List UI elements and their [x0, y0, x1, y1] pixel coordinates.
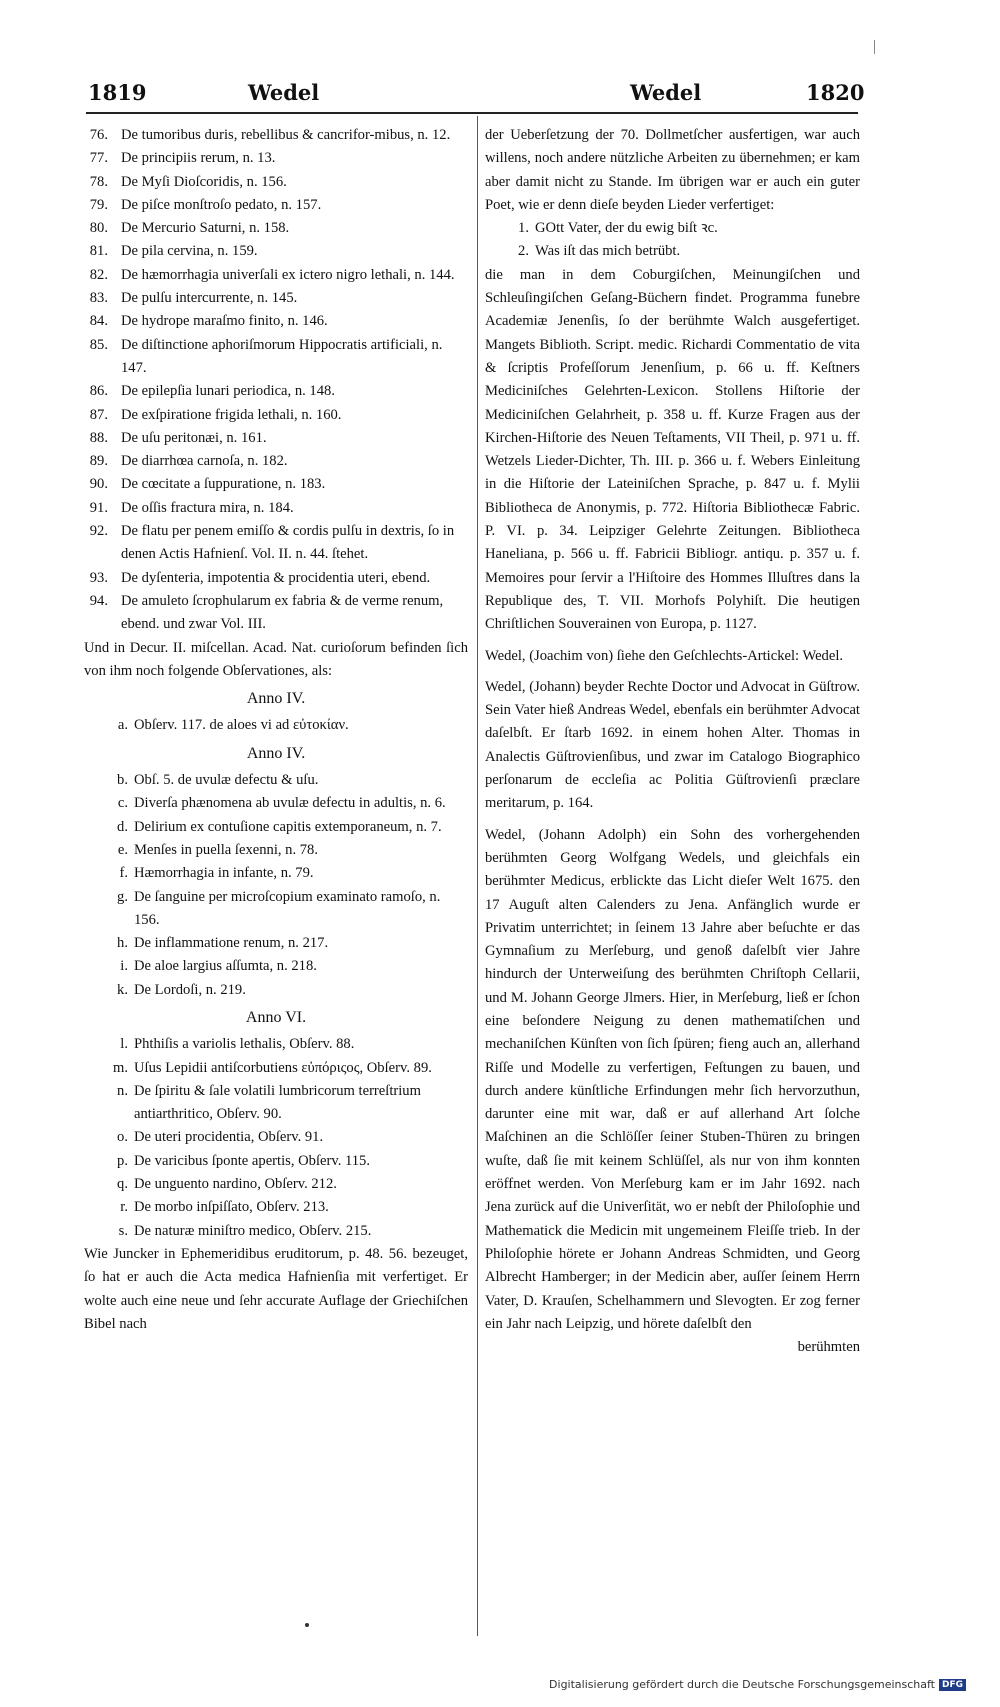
list-item: [84, 450, 468, 473]
item-text: De inflammatione renum, n. 217.: [134, 935, 329, 952]
intro-paragraph: Und in Decur. II. miſcellan. Acad. Nat. curioſorum befinden ſich von ihm noch folgende Obſervationes, als:: [84, 639, 468, 679]
list-item: [84, 497, 468, 520]
item-number: h.: [117, 935, 128, 952]
item-number: b.: [117, 772, 128, 789]
list-item: [84, 217, 468, 240]
header-rule: [86, 112, 858, 114]
item-text: De hæmorrhagia univerſali ex ictero nigro lethali, n. 144.: [121, 266, 455, 283]
list-item: [513, 240, 860, 263]
item-number: g.: [117, 888, 128, 905]
item-number: a.: [117, 717, 128, 734]
running-head-left: Wedel: [248, 80, 320, 105]
item-number: 87.: [89, 406, 108, 423]
item-text: Obſerv. 117. de aloes vi ad εὐτοκίαν.: [134, 717, 349, 734]
item-number: q.: [117, 1176, 128, 1193]
list-item: [84, 264, 468, 287]
item-text: De naturæ miniſtro medico, Obſerv. 215.: [134, 1222, 372, 1239]
item-text: Was iſt das mich betrübt.: [535, 243, 681, 260]
list-item: [112, 932, 468, 955]
item-text: De diſtinctione aphoriſmorum Hippocratis artificiali, n. 147.: [121, 336, 443, 376]
item-number: 77.: [89, 150, 108, 167]
item-number: k.: [117, 981, 128, 998]
item-number: l.: [120, 1036, 128, 1053]
item-number: 1.: [518, 220, 529, 237]
list-item: [84, 567, 468, 590]
item-number: 79.: [89, 196, 108, 213]
page-number-left: 1819: [88, 80, 147, 105]
item-number: c.: [117, 795, 128, 812]
item-number: f.: [119, 865, 128, 882]
item-number: 91.: [89, 499, 108, 516]
list-item: [112, 1196, 468, 1219]
list-item: [112, 862, 468, 885]
item-number: n.: [117, 1082, 128, 1099]
item-text: Hæmorrhagia in infante, n. 79.: [134, 865, 314, 882]
list-item: [84, 404, 468, 427]
item-text: Delirium ex contuſione capitis extemporaneum, n. 7.: [134, 818, 442, 835]
item-text: Menſes in puella ſexenni, n. 78.: [134, 841, 319, 858]
list-item: [112, 816, 468, 839]
list-item: [84, 124, 468, 147]
item-number: 92.: [89, 523, 108, 540]
list-item: [84, 590, 468, 637]
list-item: [84, 194, 468, 217]
item-text: De aloe largius aſſumta, n. 218.: [134, 958, 317, 975]
observation-list-a: [84, 714, 468, 737]
list-item: [112, 1033, 468, 1056]
item-number: 83.: [89, 290, 108, 307]
item-text: De Myſi Dioſcoridis, n. 156.: [121, 173, 287, 190]
item-text: De principiis rerum, n. 13.: [121, 150, 276, 167]
right-column: [485, 124, 860, 1359]
item-text: De piſce monſtroſo pedato, n. 157.: [121, 196, 322, 213]
item-text: De uſu peritonæi, n. 161.: [121, 429, 267, 446]
item-number: 93.: [89, 569, 108, 586]
left-column: [84, 124, 468, 1336]
list-item: [112, 792, 468, 815]
item-text: De uteri procidentia, Obſerv. 91.: [134, 1129, 324, 1146]
list-item: [84, 310, 468, 333]
list-item: [84, 520, 468, 567]
footer-credit: [549, 1678, 966, 1691]
item-number: r.: [120, 1199, 128, 1216]
item-number: 76.: [89, 127, 108, 143]
item-text: De morbo inſpiſſato, Obſerv. 213.: [134, 1199, 329, 1216]
observation-list-c: [84, 1033, 468, 1243]
item-number: 81.: [89, 243, 108, 260]
list-item: [112, 1057, 468, 1080]
page-number-right: 1820: [806, 80, 865, 105]
item-text: De pulſu intercurrente, n. 145.: [121, 290, 298, 307]
item-number: 80.: [89, 220, 108, 237]
list-item: [112, 769, 468, 792]
item-text: De hydrope maraſmo finito, n. 146.: [121, 313, 328, 330]
list-item: [112, 1173, 468, 1196]
item-number: m.: [113, 1059, 128, 1076]
item-text: Obſ. 5. de uvulæ defectu & uſu.: [134, 772, 319, 789]
entry-johann-adolph: Wedel, (Johann Adolph) ein Sohn des vorhergehenden berühmten Georg Wolfgang Wedels, und gleichfals ein berühmter Medicus, erblickte das Licht dieſer Welt 1675. den 17 Auguſt alten Calenders zu Jena. Anfänglich wurde er Privatim unterrichtet; in ſeinem 13 Jahre aber beſuchte er das Gymnaſium zu Merſeburg, und genoß daſelbſt vier Jahre hindurch der Unterweiſung des berühmten Chriſtoph Cellarii, und M. Johann George Jlmers. Hier, in Merſeburg, ließ er ſchon eine beſondere Neigung zu denen mathematiſchen und mechaniſchen Künſten von ſich ſpüren; fieng auch an, allerhand Riſſe und Modelle zu verfertigen, Feſtungen zu bauen, und durch andere künſtliche Erfindungen mehr ſich hervorzuthun, darunter eine mit war, daß er auf allerhand Art ſolche Maſchinen an die Schlöſſer ſeiner Stuben-Thüren zu bringen wuſte, daß ſie mit keinem Schlüſſel, als nur von ihm konnten eröffnet werden. Von Merſeburg kam er im Jahr 1692. nach Jena zurück auf die Univerſität, wo er nebſt der Philoſophie und Mathematick die Medicin mit ungemeinem Fleiſſe trieb. In der Philoſophie hörete er Johann Andreas Schmidten, und Georg Albrecht Hamberger; in der Medicin aber, auſſer ſeinem Herrn Vater, D. Krauſen, Schelhammern und Slevogten. Er zog ferner ein Jahr nach Leipzig, und hörete daſelbſt den: [485, 826, 860, 1332]
item-text: GOtt Vater, der du ewig biſt ꝛc.: [535, 220, 718, 237]
list-item: [84, 287, 468, 310]
item-number: 2.: [518, 243, 529, 260]
item-number: 90.: [89, 476, 108, 493]
item-text: De Mercurio Saturni, n. 158.: [121, 220, 290, 237]
list-item: [84, 473, 468, 496]
item-text: De amuleto ſcrophularum ex fabria & de verme renum, ebend. und zwar Vol. III.: [121, 592, 444, 633]
item-number: p.: [117, 1152, 128, 1169]
margin-mark: [874, 40, 875, 54]
list-item: [112, 839, 468, 862]
list-item: [112, 886, 468, 933]
item-text: Uſus Lepidii antiſcorbutiens εὐπόριςος, Obſerv. 89.: [134, 1059, 432, 1076]
paragraph-sources: die man in dem Coburgiſchen, Meinungiſchen und Schleuſingiſchen Geſang-Büchern findet. Programma funebre Academiæ Jenenſis, ſo der berühmte Walch ausgefertiget. Mangets Biblioth. Script. medic. Richardi Commentatio de vita & ſcriptis Profeſſorum Jenenſium, p. 66 u. ff. Keſtners Mediciniſches Gelehrten-Lexicon. Stollens Hiſtorie der Mediciniſchen Gelahrheit, p. 358 u. ff. Kurze Fragen aus der Kirchen-Hiſtorie des Neuen Teſtaments, VII Theil, p. 971 u. ff. Wetzels Lieder-Dichter, Th. III. p. 366 u. f. Webers Einleitung in die Hiſtorie der Lateiniſchen Sprache, p. 847 u. f. Mylii Bibliotheca de Anonymis, p. 772. Hiſtoria Bibliothecæ Fabric. P. VI. p. 34. Leipziger Gelehrte Zeitungen. Bibliotheca Haneliana, p. 566 u. ff. Fabricii Bibliogr. antiqu. p. 357 u. f. Memoires pour ſervir a l'Hiſtoire des Hommes Illuſtres dans la Republique des, T. VII. Morhofs Polyhiſt. Die heutigen Chriſtlichen Souverainen von Europa, p. 1127.: [485, 266, 860, 633]
item-text: Phthiſis a variolis lethalis, Obſerv. 88.: [134, 1036, 355, 1053]
item-text: De diarrhœa carnoſa, n. 182.: [121, 453, 288, 470]
list-item: [112, 1080, 468, 1127]
anno-heading-1: Anno IV.: [246, 690, 306, 708]
list-item: [84, 147, 468, 170]
entry-johann: Wedel, (Johann) beyder Rechte Doctor und Advocat in Güſtrow. Sein Vater hieß Andreas Wedel, ebenfals ein berühmter Advocat daſelbſt. Er ſtarb 1692. in einem hohen Alter. Thomas in Analectis Güſtrovienſibus, und zwar im Catalogo Biographico perſonarum de eccleſia ac Politia Güſtrovienſi præclare meritarum, p. 164.: [485, 678, 860, 812]
item-number: d.: [117, 818, 128, 835]
list-item: [112, 714, 468, 737]
item-number: 85.: [89, 336, 108, 353]
item-number: 84.: [89, 313, 108, 330]
list-item: [112, 955, 468, 978]
item-number: 94.: [89, 592, 108, 609]
item-text: De varicibus ſponte apertis, Obſerv. 115.: [134, 1152, 371, 1169]
item-text: De flatu per penem emiſſo & cordis pulſu in dextris, ſo in denen Actis Hafnienſ. Vol. II. n. 44. ſtehet.: [121, 523, 455, 563]
list-item: [84, 240, 468, 263]
list-item: [84, 427, 468, 450]
item-number: o.: [117, 1129, 128, 1146]
dfg-logo: DFG: [939, 1679, 966, 1691]
anno-heading-2: Anno IV.: [246, 744, 306, 762]
paragraph-translation: der Ueberſetzung der 70. Dollmetſcher ausfertigen, war auch willens, noch andere nützliche Arbeiten zu übernehmen; er kam aber damit nicht zu Stande. Im übrigen war er auch ein guter Poet, wie er denn dieſe beyden Lieder verfertiget:: [485, 127, 860, 213]
list-item: [112, 1126, 468, 1149]
catchword: berühmten: [797, 1339, 860, 1356]
item-number: 89.: [89, 453, 108, 470]
anno-heading-3: Anno VI.: [245, 1008, 307, 1026]
observation-list-b: [84, 769, 468, 1002]
entry-joachim: Wedel, (Joachim von) ſiehe den Geſchlechts-Artickel: Wedel.: [485, 647, 844, 664]
item-text: De oſſis fractura mira, n. 184.: [121, 499, 294, 516]
item-text: Diverſa phænomena ab uvulæ defectu in adultis, n. 6.: [134, 795, 446, 812]
item-text: De cœcitate a ſuppuratione, n. 183.: [121, 476, 326, 493]
item-number: 86.: [89, 383, 108, 400]
item-number: 88.: [89, 429, 108, 446]
column-divider: [477, 116, 478, 1636]
item-number: e.: [117, 841, 128, 858]
item-text: De dyſenteria, impotentia & procidentia uteri, ebend.: [121, 569, 431, 586]
item-text: De epilepſia lunari periodica, n. 148.: [121, 383, 335, 400]
item-text: De unguento nardino, Obſerv. 212.: [134, 1176, 337, 1193]
list-item: [112, 1150, 468, 1173]
closing-paragraph: Wie Juncker in Ephemeridibus eruditorum, p. 48. 56. bezeuget, ſo hat er auch die Acta medica Hafnienſia mit verfertiget. Er wolte auch eine neue und ſehr accurate Auflage der Griechiſchen Bibel nach: [84, 1245, 468, 1332]
song-list: [485, 217, 860, 264]
item-number: 78.: [89, 173, 108, 190]
item-number: 82.: [89, 266, 108, 283]
observation-list-numbered: [84, 124, 468, 637]
list-item: [84, 380, 468, 403]
item-text: De tumoribus duris, rebellibus & cancrifor-mibus, n. 12.: [121, 127, 451, 143]
item-number: s.: [118, 1222, 128, 1239]
list-item: [513, 217, 860, 240]
item-text: De pila cervina, n. 159.: [121, 243, 258, 260]
item-text: De ſanguine per microſcopium examinato ramoſo, n. 156.: [134, 888, 441, 928]
list-item: [112, 979, 468, 1002]
list-item: [84, 171, 468, 194]
item-text: De Lordoſi, n. 219.: [134, 981, 246, 998]
item-number: i.: [120, 958, 128, 975]
footer-text: Digitalisierung gefördert durch die Deutsche Forschungsgemeinschaft: [549, 1678, 935, 1691]
list-item: [112, 1220, 468, 1243]
ink-dot: [305, 1623, 309, 1627]
item-text: De ſpiritu & ſale volatili lumbricorum terreſtrium antiarthritico, Obſerv. 90.: [134, 1082, 421, 1123]
list-item: [84, 334, 468, 381]
running-head-right: Wedel: [630, 80, 702, 105]
item-text: De exſpiratione frigida lethali, n. 160.: [121, 406, 342, 423]
